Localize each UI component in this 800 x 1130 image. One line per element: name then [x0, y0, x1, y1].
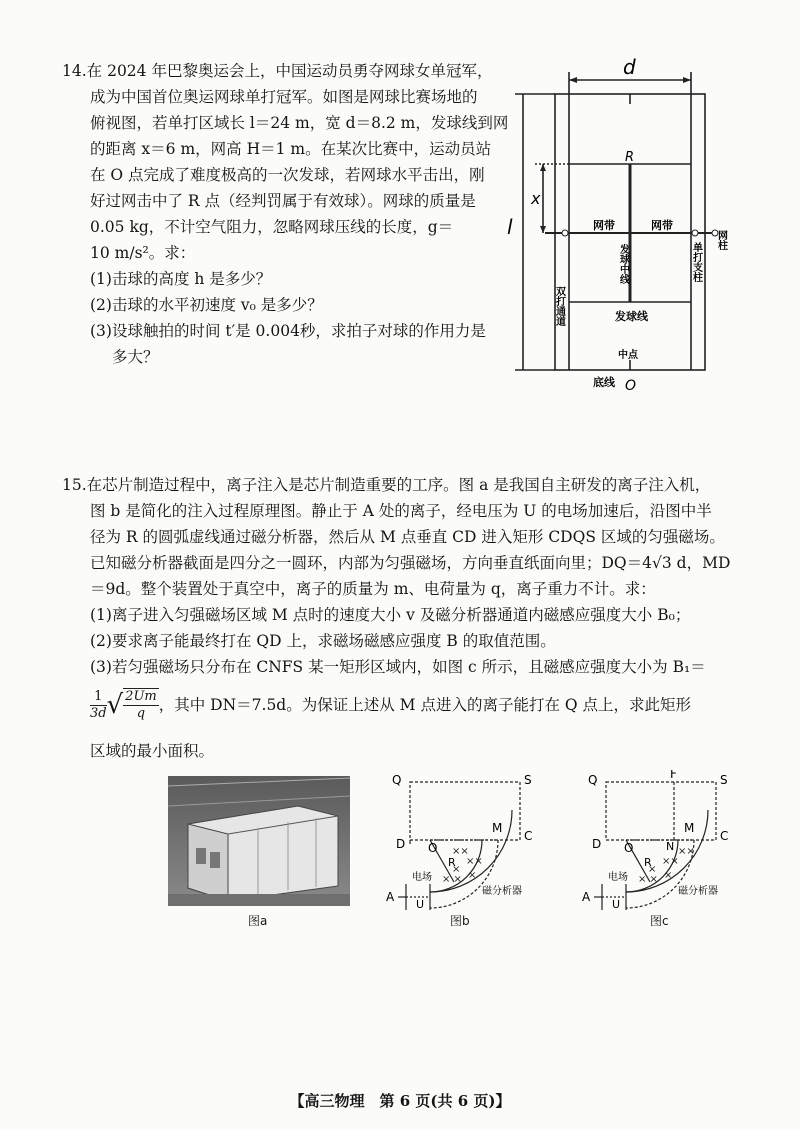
- fig-b-S: S: [524, 773, 532, 787]
- label-net-post: 网柱: [715, 230, 727, 250]
- question-15: [62, 472, 762, 680]
- svg-text:×: ×: [468, 870, 477, 881]
- q15-sub-3-end: 区域的最小面积。: [90, 742, 215, 760]
- label-d: d: [623, 58, 636, 79]
- q15-line: ＝9d。整个装置处于真空中，离子的质量为 m、电荷量为 q，离子重力不计。求：: [90, 580, 656, 598]
- q15-line: 已知磁分析器截面是四分之一圆环，内部为匀强磁场，方向垂直纸面向里；DQ＝4√3 d，MD: [90, 554, 731, 572]
- fig-c-analyzer: 磁分析器: [678, 886, 718, 897]
- q14-sub-2: (2)击球的水平初速度 v₀ 是多少？: [90, 296, 323, 314]
- q14-line: 0.05 kg，不计空气阻力，忽略网球压线的长度，g＝: [90, 218, 454, 236]
- fig-c-S: S: [720, 773, 728, 787]
- fig-c-U: U: [612, 898, 621, 910]
- fig-c-C: C: [720, 829, 729, 843]
- svg-text:× ×: × ×: [442, 874, 462, 885]
- figure-a: [168, 776, 350, 906]
- figure-c-caption: 图c: [650, 914, 669, 928]
- label-singles-post: 单打支柱: [690, 242, 702, 282]
- fig-b-O: O: [428, 841, 438, 855]
- q14-line: 好过网击中了 R 点（经判罚属于有效球）。网球的质量是: [90, 192, 476, 210]
- formula-coef: 1: [90, 689, 107, 706]
- label-net-band-left: 网带: [593, 219, 615, 232]
- fig-b-A: A: [386, 890, 395, 904]
- q14-line: 的距离 x＝6 m，网高 H＝1 m。在某次比赛中，运动员站: [90, 140, 492, 158]
- label-doubles-alley: 双打通道: [553, 286, 565, 326]
- fig-c-O: O: [624, 841, 634, 855]
- q14-sub-3: (3)设球触拍的时间 t′是 0.004秒，求拍子对球的作用力是: [90, 322, 486, 340]
- q15-formula-line: $\frac{1}{3d}$ √ $\frac{2Um}{q}$ ，其中 DN＝7.5d。为保证上述从 M 点进入的离子能打在 Q 点上，求此矩形: [90, 688, 692, 721]
- fig-b-D: D: [396, 837, 406, 851]
- fig-b-analyzer: 磁分析器: [482, 886, 522, 897]
- fig-c-Q: Q: [588, 773, 598, 787]
- label-l: l: [507, 215, 513, 239]
- svg-text:××: ××: [662, 856, 679, 867]
- formula-den: 3d: [90, 705, 107, 721]
- label-x: x: [531, 189, 541, 208]
- svg-text:××: ××: [678, 846, 695, 857]
- label-center-mark: 中点: [618, 350, 638, 361]
- q14-sub-1: (1)击球的高度 h 是多少？: [90, 270, 272, 288]
- q14-line: 成为中国首位奥运网球单打冠军。如图是网球比赛场地的: [90, 88, 478, 106]
- label-O: O: [625, 378, 637, 394]
- label-R: R: [625, 150, 635, 165]
- q14-line: 14.在 2024 年巴黎奥运会上，中国运动员勇夺网球女单冠军，: [62, 62, 493, 80]
- fig-c-D: D: [592, 837, 602, 851]
- label-net-band-right: 网带: [651, 219, 673, 232]
- q15-sub-2: (2)要求离子能最终打在 QD 上，求磁场磁感应强度 B 的取值范围。: [90, 632, 556, 650]
- q15-sub-3: (3)若匀强磁场只分布在 CNFS 某一矩形区域内，如图 c 所示，且磁感应强度大小为 B₁＝: [90, 658, 706, 676]
- fig-c-field: 电场: [608, 872, 628, 883]
- ion-implanter-photo: [168, 776, 350, 906]
- figure-b: [382, 770, 542, 910]
- tennis-court-figure: [505, 58, 755, 398]
- fig-c-M: M: [684, 821, 695, 835]
- svg-text:××: ××: [452, 846, 469, 857]
- fig-b-M: M: [492, 821, 503, 835]
- formula-rad-num: 2Um: [125, 689, 157, 704]
- fig-b-field: 电场: [412, 872, 432, 883]
- label-service-line: 发球线: [615, 310, 648, 323]
- page-footer: 【高三物理 第 6 页(共 6 页)】: [289, 1092, 511, 1110]
- figure-b-caption: 图b: [450, 914, 470, 928]
- fig-b-U: U: [416, 898, 425, 910]
- fig-c-A: A: [582, 890, 591, 904]
- q15-line: 图 b 是简化的注入过程原理图。静止于 A 处的离子，经电压为 U 的电场加速后，沿图中半: [90, 502, 712, 520]
- fig-c-R: R: [644, 856, 652, 869]
- svg-text:×: ×: [648, 864, 657, 875]
- formula-radicand: [123, 688, 159, 722]
- singles-post-right-marker: [692, 230, 698, 236]
- formula-fraction: [90, 689, 107, 722]
- label-baseline: 底线: [593, 376, 615, 389]
- q14-line: 10 m/s²。求：: [90, 244, 196, 262]
- q14-sub-3-cont: 多大？: [112, 348, 159, 366]
- svg-text:×: ×: [664, 870, 673, 881]
- q15-sub-1: (1)离子进入匀强磁场区域 M 点时的速度大小 v 及磁分析器通道内磁感应强度大小 B₀；: [90, 606, 691, 624]
- figure-c: [578, 770, 738, 910]
- fig-c-F: F: [670, 770, 677, 781]
- q14-line: 在 O 点完成了难度极高的一次发球，若网球水平击出，刚: [90, 166, 485, 184]
- q14-line: 俯视图，若单打区域长 l＝24 m，宽 d＝8.2 m，发球线到网: [90, 114, 509, 132]
- fig-b-C: C: [524, 829, 533, 843]
- q15-line: 径为 R 的圆弧虚线通过磁分析器，然后从 M 点垂直 CD 进入矩形 CDQS 区域的匀强磁场。: [90, 528, 725, 546]
- fig-c-N: N: [666, 840, 675, 853]
- singles-post-left-marker: [562, 230, 568, 236]
- svg-text:× ×: × ×: [638, 874, 658, 885]
- question-14: [62, 58, 512, 370]
- q15-sub-3-cont: ，其中 DN＝7.5d。为保证上述从 M 点进入的离子能打在 Q 点上，求此矩形: [158, 696, 692, 714]
- formula-rad-den: q: [136, 706, 146, 721]
- svg-text:×: ×: [452, 864, 461, 875]
- label-center-service-line: 发球中线: [617, 244, 629, 284]
- svg-text:××: ××: [466, 856, 483, 867]
- q15-line: 15.在芯片制造过程中，离子注入是芯片制造重要的工序。图 a 是我国自主研发的离子注入机，: [62, 476, 711, 494]
- figure-a-caption: 图a: [248, 914, 268, 928]
- fig-b-R: R: [448, 856, 456, 869]
- fig-b-Q: Q: [392, 773, 402, 787]
